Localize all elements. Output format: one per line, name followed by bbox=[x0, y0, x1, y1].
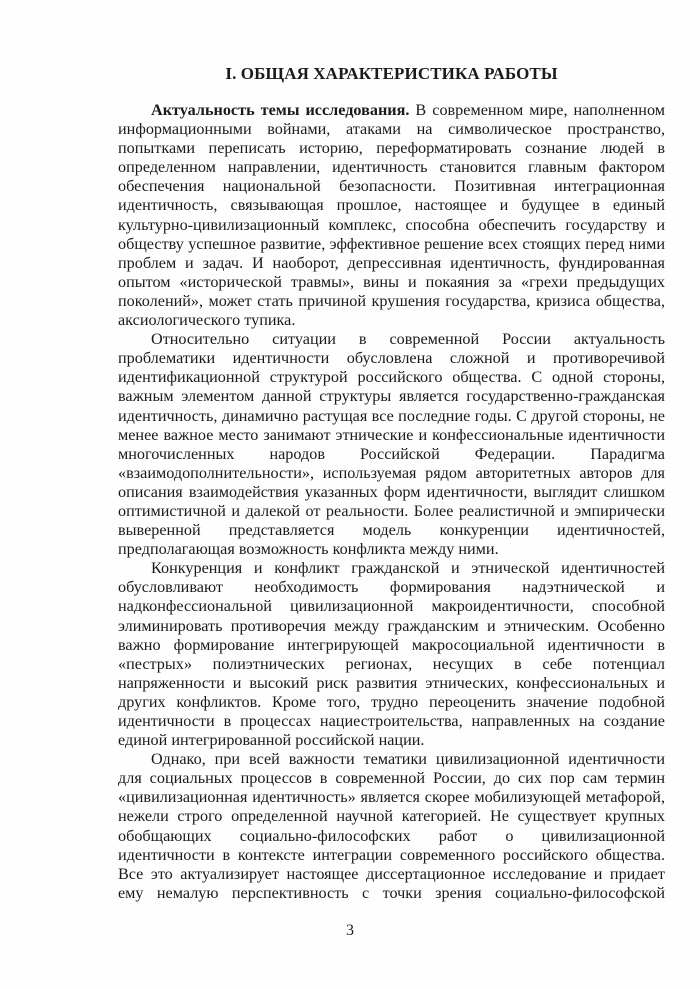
page-number: 3 bbox=[346, 922, 354, 939]
text-line: элиминировать противоречия между гражданским и этническим. Особенно bbox=[118, 616, 665, 635]
text-line: ему немалую перспективность с точки зрения социально-философской bbox=[118, 883, 665, 902]
text-line: обществу успешное развитие, эффективное решение всех стоящих перед ними bbox=[118, 234, 665, 253]
text-line: попытками переписать историю, переформатировать сознание людей в bbox=[118, 139, 665, 158]
text-line: важным элементом данной структуры является государственно-гражданская bbox=[118, 387, 665, 406]
text-line: проблем и задач. И наоборот, депрессивная идентичность, фундированная bbox=[118, 253, 665, 272]
lead-phrase: Актуальность темы исследования. bbox=[151, 101, 410, 119]
text-line: «цивилизационная идентичность» является скорее мобилизующей метафорой, bbox=[118, 788, 665, 807]
text-line: обусловливают необходимость формирования надэтнической и bbox=[118, 578, 665, 597]
text-line: Относительно ситуации в современной России актуальность bbox=[151, 330, 665, 349]
text-line: других конфликтов. Кроме того, трудно переоценить значение подобной bbox=[118, 692, 665, 711]
text-line bbox=[118, 101, 665, 120]
line-text: В современном мире, наполненном bbox=[409, 101, 665, 119]
text-line: информационными войнами, атаками на символическое пространство, bbox=[118, 120, 665, 139]
text-line: обобщающих социально-философских работ о цивилизационной bbox=[118, 826, 665, 845]
text-line: выверенной представляется модель конкуренции идентичностей, bbox=[118, 521, 665, 540]
paragraph bbox=[118, 101, 665, 330]
text-line: единой интегрированной российской нации. bbox=[118, 731, 425, 750]
text-line: оптимистичной и далекой от реальности. Более реалистичной и эмпирически bbox=[118, 501, 665, 520]
text-line: аксиологического тупика. bbox=[118, 311, 296, 330]
text-line: надконфессиональной цивилизационной макроидентичности, способной bbox=[118, 597, 665, 616]
text-line: описания взаимодействия указанных форм идентичности, выглядит слишком bbox=[118, 482, 665, 501]
text-line: поколений», может стать причиной крушения государства, кризиса общества, bbox=[118, 291, 665, 310]
paragraph bbox=[118, 750, 665, 903]
text-line: определенном направлении, идентичность становится главным фактором bbox=[118, 158, 665, 177]
text-line: идентичности в контексте интеграции современного российского общества. bbox=[118, 845, 665, 864]
text-line: идентификационной структурой российского общества. С одной стороны, bbox=[118, 368, 665, 387]
text-line: нежели строго определенной научной категорией. Не существует крупных bbox=[118, 807, 665, 826]
text-line: идентичность, динамично растущая все последние годы. С другой стороны, не bbox=[118, 406, 665, 425]
text-line: предполагающая возможность конфликта между ними. bbox=[118, 540, 499, 559]
text-line: идентичность, связывающая прошлое, настоящее и будущее в единый bbox=[118, 196, 665, 215]
text-line: важно формирование интегрирующей макросоциальной идентичности в bbox=[118, 635, 665, 654]
text-line: многочисленных народов Российской Федерации. Парадигма bbox=[118, 444, 665, 463]
section-heading: I. ОБЩАЯ ХАРАКТЕРИСТИКА РАБОТЫ bbox=[225, 64, 558, 83]
text-line: Конкуренция и конфликт гражданской и этнической идентичностей bbox=[151, 559, 665, 578]
text-line: «взаимодополнительности», используемая рядом авторитетных авторов для bbox=[118, 463, 665, 482]
paragraph bbox=[118, 559, 665, 750]
text-line: напряженности и высокий риск развития этнических, конфессиональных и bbox=[118, 673, 665, 692]
text-line: менее важное место занимают этнические и конфессиональные идентичности bbox=[118, 425, 665, 444]
text-line: Однако, при всей важности тематики цивилизационной идентичности bbox=[151, 750, 665, 769]
paragraph bbox=[118, 330, 665, 559]
text-line: идентичности в процессах нациестроительства, направленных на создание bbox=[118, 712, 665, 730]
body-text bbox=[118, 101, 665, 903]
text-line: культурно-цивилизационный комплекс, способна обеспечить государству и bbox=[118, 215, 665, 234]
text-line: для социальных процессов в современной России, до сих пор сам термин bbox=[118, 769, 665, 788]
text-line: обеспечения национальной безопасности. Позитивная интеграционная bbox=[118, 177, 665, 196]
text-line: опытом «исторической травмы», вины и покаяния за «грехи предыдущих bbox=[118, 272, 665, 291]
text-line: Все это актуализирует настоящее диссертационное исследование и придает bbox=[118, 864, 665, 883]
text-line: «пестрых» полиэтнических регионах, несущих в себе потенциал bbox=[118, 654, 665, 673]
text-line: проблематики идентичности обусловлена сложной и противоречивой bbox=[118, 349, 665, 368]
